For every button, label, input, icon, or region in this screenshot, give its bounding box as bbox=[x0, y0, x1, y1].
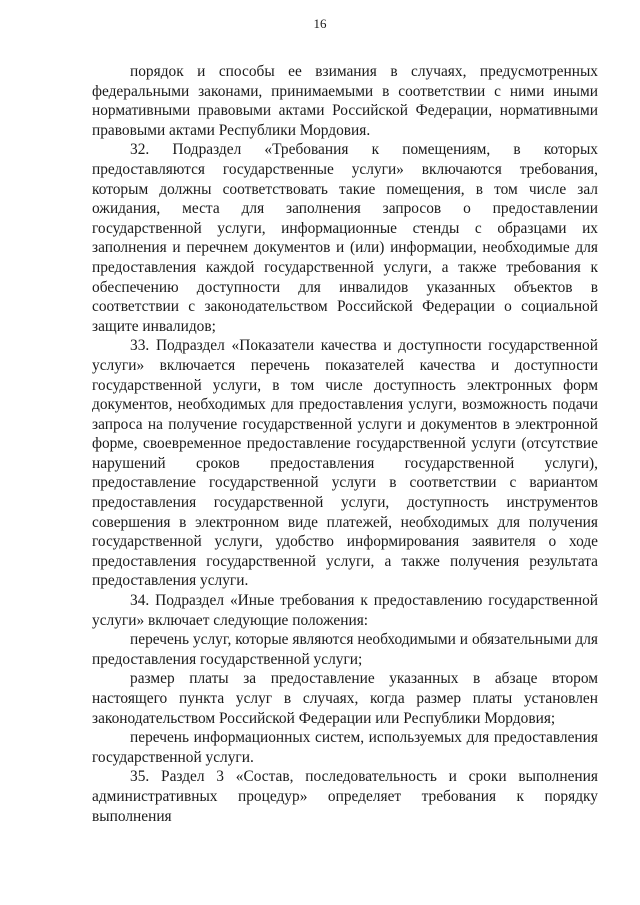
page-number: 16 bbox=[313, 16, 327, 31]
paragraph: перечень информационных систем, используемых для предоставления государственной услуги. bbox=[92, 729, 598, 766]
paragraph: порядок и способы ее взимания в случаях, предусмотренных федеральными законами, принимаемыми в соответствии с ними иными нормативными правовыми актами Российской Федерации, нормативными правовыми актами Республики Мордовия. bbox=[92, 63, 598, 139]
paragraph: 33. Подраздел «Показатели качества и доступности государственной услуги» включается перечень показателей качества и доступности государственной услуги, в том числе доступность электронных форм документов, необходимых для предоставления услуги, возможность подачи запроса на получение государственной услуги и документов в электронной форме, своевременное предоставление государственной услуги (отсутствие нарушений сроков предоставления государственной услуги), предоставление государственной услуги в соответствии с вариантом предоставления государственной услуги, доступность инструментов совершения в электронном виде платежей, необходимых для получения государственной услуги, удобство информирования заявителя о ходе предоставления государственной услуги, а также получения результата предоставления услуги. bbox=[92, 337, 598, 590]
paragraph: 35. Раздел 3 «Состав, последовательность и сроки выполнения административных процедур» определяет требования к порядку выполнения bbox=[92, 768, 598, 825]
paragraph: 32. Подраздел «Требования к помещениям, в которых предоставляются государственные услуги» включаются требования, которым должны соответствовать такие помещения, в том числе зал ожидания, места для заполнения запросов о предоставлении государственной услуги, информационные стенды с образцами их заполнения и перечнем документов и (или) информации, необходимые для предоставления каждой государственной услуги, а также требования к обеспечению доступности для инвалидов указанных объектов в соответствии с законодательством Российской Федерации о социальной защите инвалидов; bbox=[92, 141, 598, 335]
paragraph: 34. Подраздел «Иные требования к предоставлению государственной услуги» включает следующие положения: bbox=[92, 592, 598, 629]
paragraph: размер платы за предоставление указанных в абзаце втором настоящего пункта услуг в случаях, когда размер платы установлен законодательством Российской Федерации или Республики Мордовия; bbox=[92, 670, 598, 727]
document-body bbox=[92, 62, 598, 826]
paragraph: перечень услуг, которые являются необходимыми и обязательными для предоставления государственной услуги; bbox=[92, 631, 598, 668]
